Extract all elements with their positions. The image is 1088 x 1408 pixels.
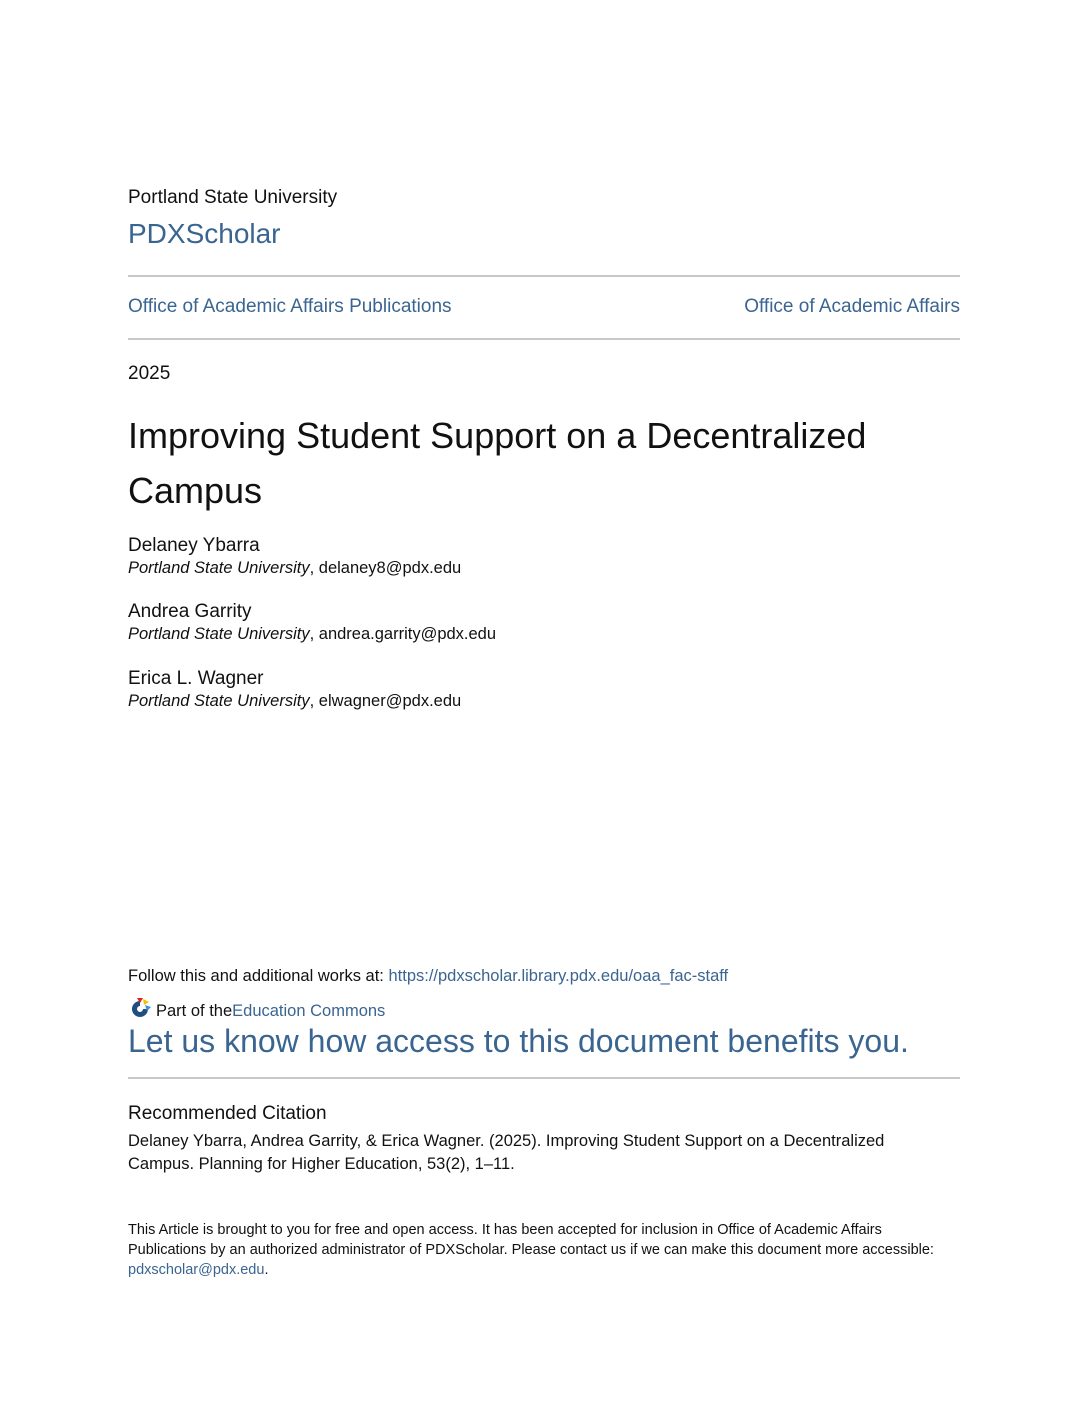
part-of-text: Part of the xyxy=(156,1002,233,1020)
publication-year: 2025 xyxy=(128,363,171,384)
network-commons-icon xyxy=(128,997,152,1021)
access-end: . xyxy=(264,1262,269,1278)
collection-url-link[interactable]: https://pdxscholar.library.pdx.edu/oaa_fac-staff xyxy=(388,967,729,985)
divider xyxy=(128,338,960,340)
repository-link[interactable]: PDXScholar xyxy=(128,218,281,249)
author-email: , elwagner@pdx.edu xyxy=(309,692,462,710)
citation-text: Delaney Ybarra, Andrea Garrity, & Erica Wagner. (2025). Improving Student Support on a Decentralized Campus. Planning for Higher Education, 53(2), 1–11. xyxy=(128,1132,885,1173)
series-link[interactable]: Office of Academic Affairs Publications xyxy=(128,296,452,317)
institution-name: Portland State University xyxy=(128,187,338,208)
access-text: This Article is brought to you for free and open access. It has been accepted for inclusion in Office of Academic Affairs Publications by an authorized administrator of PDXScholar. Please contact us if we can make this document more accessible: xyxy=(128,1222,934,1258)
author-email: , delaney8@pdx.edu xyxy=(309,559,462,577)
follow-line xyxy=(128,967,728,986)
author-entry xyxy=(128,535,461,578)
divider xyxy=(128,1077,960,1079)
follow-text: Follow this and additional works at: xyxy=(128,967,389,985)
author-affiliation: Portland State University xyxy=(128,559,310,577)
author-entry xyxy=(128,601,496,644)
author-affiliation: Portland State University xyxy=(128,692,310,710)
author-name: Andrea Garrity xyxy=(128,601,252,622)
author-affiliation: Portland State University xyxy=(128,625,310,643)
author-entry xyxy=(128,668,461,711)
author-name: Erica L. Wagner xyxy=(128,668,264,689)
document-title: Improving Student Support on a Decentralized Campus xyxy=(128,415,867,511)
access-statement xyxy=(128,1220,948,1280)
contact-email-link[interactable]: pdxscholar@pdx.edu xyxy=(128,1262,265,1278)
author-name: Delaney Ybarra xyxy=(128,535,260,556)
author-email: , andrea.garrity@pdx.edu xyxy=(309,625,497,643)
department-link[interactable]: Office of Academic Affairs xyxy=(744,296,960,317)
citation-heading: Recommended Citation xyxy=(128,1103,327,1124)
divider xyxy=(128,275,960,277)
education-commons-link[interactable]: Education Commons xyxy=(232,1002,386,1020)
part-of-line xyxy=(128,997,385,1021)
feedback-link[interactable]: Let us know how access to this document benefits you. xyxy=(128,1023,909,1059)
